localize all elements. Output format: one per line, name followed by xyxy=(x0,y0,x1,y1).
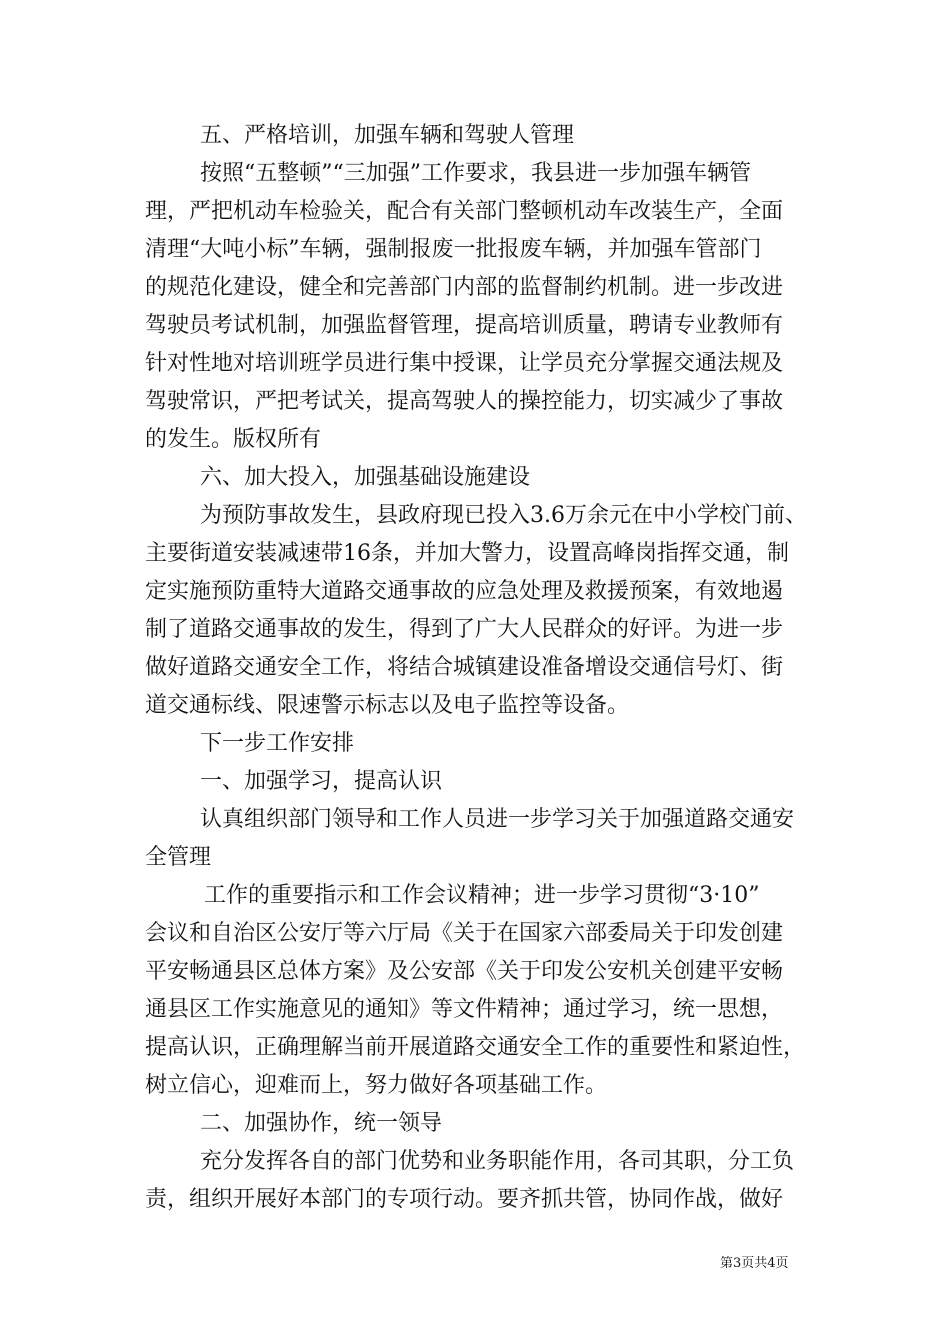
paragraph-line: 充分发挥各自的部门优势和业务职能作用，各司其职，分工负 xyxy=(200,1149,795,1174)
paragraph-line: 驾驶常识，严把考试关，提高驾驶人的操控能力，切实减少了事故 xyxy=(145,389,784,414)
paragraph-line: 认真组织部门领导和工作人员进一步学习关于加强道路交通安 xyxy=(200,807,795,832)
paragraph-line: 平安畅通县区总体方案》及公安部《关于印发公安机关创建平安畅 xyxy=(145,959,784,984)
section-heading-next-steps: 下一步工作安排 xyxy=(200,731,355,756)
paragraph-line: 驾驶员考试机制，加强监督管理，提高培训质量，聘请专业教师有 xyxy=(145,313,784,338)
paragraph-line: 道交通标线、限速警示标志以及电子监控等设备。 xyxy=(145,693,630,718)
paragraph-line: 全管理 xyxy=(145,845,212,870)
paragraph-line: 制了道路交通事故的发生，得到了广大人民群众的好评。为进一步 xyxy=(145,617,784,642)
paragraph-line: 为预防事故发生，县政府现已投入3.6万余元在中小学校门前、 xyxy=(200,503,807,528)
paragraph-line: 理，严把机动车检验关，配合有关部门整顿机动车改装生产，全面 xyxy=(145,199,784,224)
paragraph-line: 按照“五整顿”“三加强”工作要求，我县进一步加强车辆管 xyxy=(200,161,751,186)
paragraph-line: 工作的重要指示和工作会议精神；进一步学习贯彻“3·10” xyxy=(204,883,760,908)
page-number: 第3页共4页 xyxy=(720,1256,789,1271)
section-heading-1: 一、加强学习，提高认识 xyxy=(200,769,443,794)
paragraph-line: 的规范化建设，健全和完善部门内部的监督制约机制。进一步改进 xyxy=(145,275,784,300)
paragraph-line: 提高认识，正确理解当前开展道路交通安全工作的重要性和紧迫性， xyxy=(145,1035,806,1060)
paragraph-line: 做好道路交通安全工作，将结合城镇建设准备增设交通信号灯、街 xyxy=(145,655,784,680)
paragraph-line: 树立信心，迎难而上，努力做好各项基础工作。 xyxy=(145,1073,608,1098)
section-heading-2: 二、加强协作，统一领导 xyxy=(200,1111,443,1136)
paragraph-line: 定实施预防重特大道路交通事故的应急处理及救援预案，有效地遏 xyxy=(145,579,784,604)
paragraph-line: 通县区工作实施意见的通知》等文件精神；通过学习，统一思想， xyxy=(145,997,784,1022)
paragraph-line: 主要街道安装减速带16条，并加大警力，设置高峰岗指挥交通，制 xyxy=(145,541,789,566)
paragraph-line: 责，组织开展好本部门的专项行动。要齐抓共管，协同作战，做好 xyxy=(145,1187,784,1212)
paragraph-line: 清理“大吨小标”车辆，强制报废一批报废车辆，并加强车管部门 xyxy=(145,237,762,262)
paragraph-line: 会议和自治区公安厅等六厅局《关于在国家六部委局关于印发创建 xyxy=(145,921,784,946)
section-heading-5: 五、严格培训，加强车辆和驾驶人管理 xyxy=(200,123,575,148)
section-heading-6: 六、加大投入，加强基础设施建设 xyxy=(200,465,531,490)
paragraph-line: 针对性地对培训班学员进行集中授课，让学员充分掌握交通法规及 xyxy=(145,351,784,376)
paragraph-line: 的发生。版权所有 xyxy=(145,427,322,452)
